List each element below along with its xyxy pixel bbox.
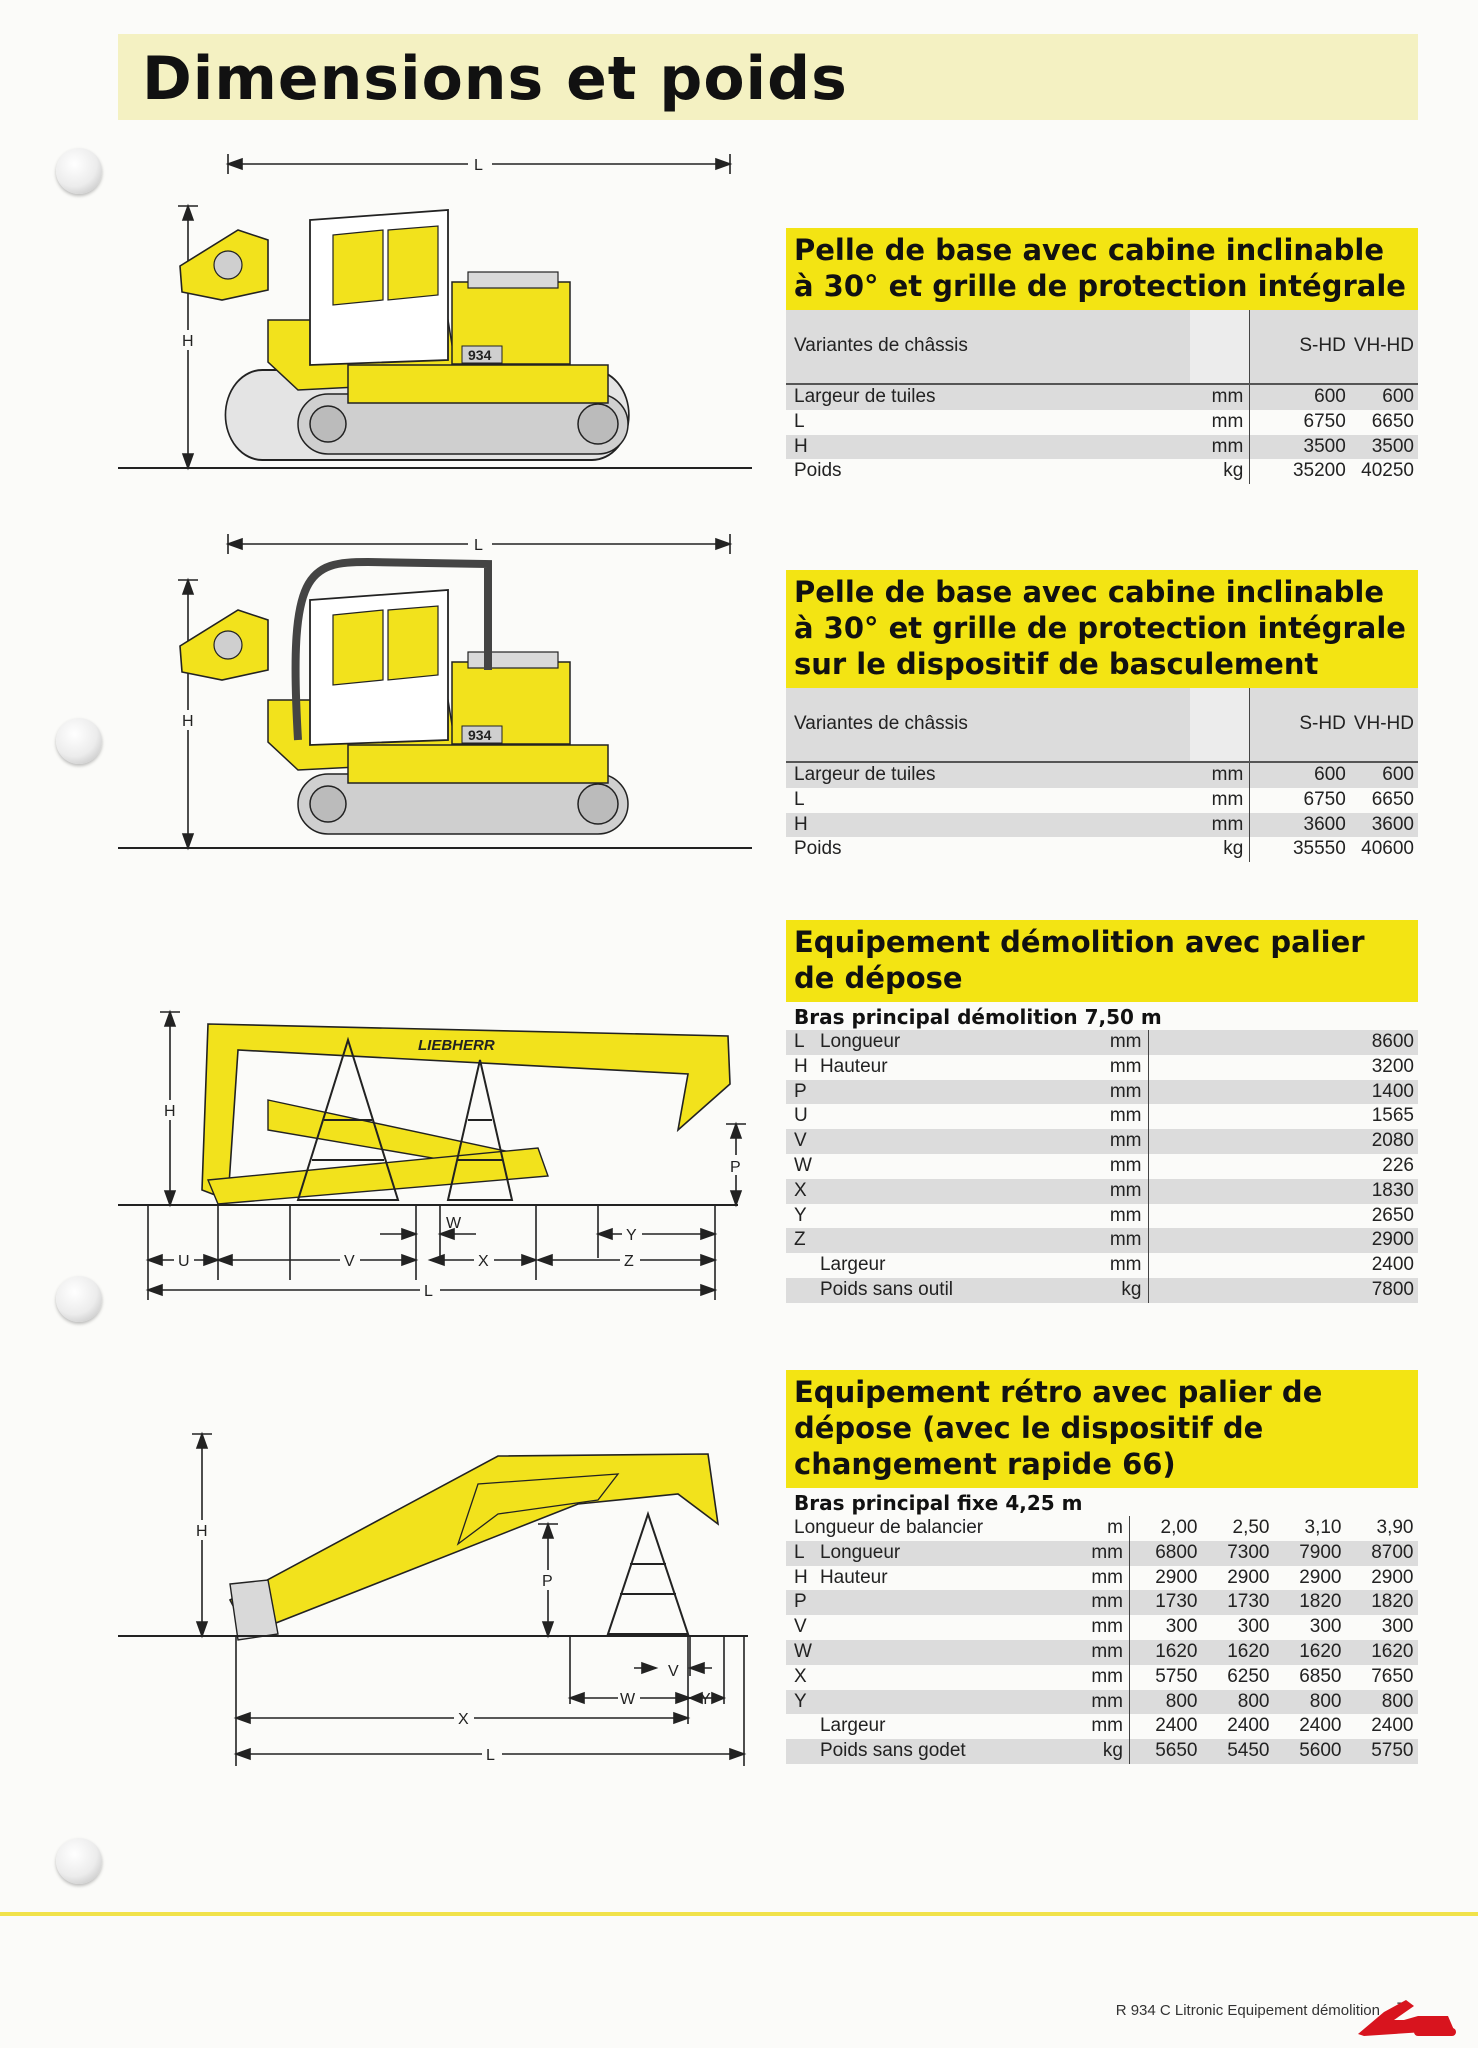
spec-table: [786, 1516, 1418, 1764]
section-demolition-equipment: [786, 920, 1418, 1303]
table-row: Largeur de tuiles mm 600 600: [786, 384, 1418, 410]
table-row: L mm 6750 6650: [786, 788, 1418, 813]
spec-table: [786, 688, 1418, 862]
header-label: Variantes de châssis: [786, 310, 1190, 384]
section-banner: [786, 920, 1418, 1002]
table-row: X mm 5750 6250 6850 7650: [786, 1665, 1418, 1690]
column-header: S-HD: [1250, 310, 1350, 384]
binder-hole: [56, 1276, 102, 1322]
header-label: Variantes de châssis: [786, 688, 1190, 762]
excavator-illustration: [180, 562, 628, 834]
dim-label-h: H: [182, 713, 194, 730]
section-base-excavator: [786, 228, 1418, 484]
table-row: P mm 1730 1730 1820 1820: [786, 1590, 1418, 1615]
footer-caption: R 934 C Litronic Equipement démolition: [1115, 2002, 1380, 2019]
spec-table: [786, 1030, 1418, 1303]
dim-label-h: H: [164, 1103, 176, 1120]
table-row: Z mm 2900: [786, 1228, 1418, 1253]
excavator-drawing-1: [118, 150, 758, 480]
table-row: W mm 226: [786, 1154, 1418, 1179]
dim-label-w: W: [446, 1215, 462, 1232]
table-row: Poids sans outil kg 7800: [786, 1278, 1418, 1303]
table-row: L Longueur mm 8600: [786, 1030, 1418, 1055]
table-row: H Hauteur mm 2900 2900 2900 2900: [786, 1566, 1418, 1591]
page-title: Dimensions et poids: [142, 44, 848, 114]
dim-label-l: L: [486, 1747, 495, 1764]
dim-label-l: L: [474, 157, 483, 174]
table-row: W mm 1620 1620 1620 1620: [786, 1640, 1418, 1665]
page-header: [118, 34, 1418, 120]
spec-table: [786, 310, 1418, 484]
table-row: Poids sans godet kg 5650 5450 5600 5750: [786, 1739, 1418, 1764]
dim-label-x: X: [478, 1253, 489, 1270]
section-title: Equipement rétro avec palier de dépose (avec le dispositif de changement rapide 66): [794, 1375, 1323, 1481]
column-header: VH-HD: [1350, 310, 1418, 384]
dim-label-z: Z: [624, 1253, 634, 1270]
dim-label-l: L: [474, 537, 483, 554]
dim-label-y: Y: [626, 1227, 637, 1244]
dim-label-w: W: [620, 1691, 636, 1708]
table-header-row: [786, 688, 1418, 762]
dim-label-x: X: [458, 1711, 469, 1728]
section-tilting-device: [786, 570, 1418, 862]
excavator-drawing-2: [118, 530, 758, 860]
table-row: H Hauteur mm 3200: [786, 1055, 1418, 1080]
table-row: V mm 300 300 300 300: [786, 1615, 1418, 1640]
section-banner: [786, 228, 1418, 310]
table-row: L mm 6750 6650: [786, 410, 1418, 435]
table-row: P mm 1400: [786, 1080, 1418, 1105]
table-row: L Longueur mm 6800 7300 7900 8700: [786, 1541, 1418, 1566]
table-header-row: [786, 310, 1418, 384]
dim-label-v: V: [668, 1663, 679, 1680]
table-row: Largeur mm 2400: [786, 1253, 1418, 1278]
table-row: Largeur de tuiles mm 600 600: [786, 762, 1418, 788]
brand-label: LIEBHERR: [418, 1037, 495, 1054]
table-row: X mm 1830: [786, 1179, 1418, 1204]
section-banner: [786, 570, 1418, 688]
excavator-illustration: [180, 210, 629, 460]
section-title: Equipement démolition avec palier de dépose: [794, 925, 1365, 995]
table-row: Largeur mm 2400 2400 2400 2400: [786, 1714, 1418, 1739]
demolition-boom-illustration: [202, 1024, 730, 1204]
section-subtitle: Bras principal fixe 4,25 m: [794, 1491, 1083, 1515]
dim-label-v: V: [344, 1253, 355, 1270]
dim-label-p: P: [730, 1159, 741, 1176]
section-title: Pelle de base avec cabine inclinable à 30° et grille de protection intégrale sur le dispositif de basculement: [794, 575, 1406, 681]
table-row: Y mm 2650: [786, 1204, 1418, 1229]
backhoe-boom-illustration: [230, 1454, 718, 1640]
backhoe-equipment-drawing: [118, 1414, 758, 1764]
dim-label-p: P: [542, 1573, 553, 1590]
table-row: H mm 3600 3600: [786, 813, 1418, 838]
table-row: V mm 2080: [786, 1129, 1418, 1154]
binder-hole: [56, 718, 102, 764]
dim-label-h: H: [196, 1523, 208, 1540]
table-row: Y mm 800 800 800 800: [786, 1690, 1418, 1715]
section-backhoe-equipment: [786, 1370, 1418, 1764]
section-subtitle: Bras principal démolition 7,50 m: [794, 1005, 1162, 1029]
demolition-equipment-drawing: [118, 1000, 741, 1310]
section-title: Pelle de base avec cabine inclinable à 30° et grille de protection intégrale: [794, 233, 1406, 303]
binder-hole: [56, 148, 102, 194]
column-header: VH-HD: [1350, 688, 1418, 762]
column-header: S-HD: [1250, 688, 1350, 762]
table-row: Poids kg 35550 40600: [786, 837, 1418, 862]
binder-hole: [56, 1838, 102, 1884]
table-header-row: Longueur de balancier m 2,00 2,50 3,10 3,90: [786, 1516, 1418, 1541]
table-row: Poids kg 35200 40250: [786, 459, 1418, 484]
dim-label-y: Y: [700, 1691, 711, 1708]
section-banner: [786, 1370, 1418, 1488]
footer-divider: [0, 1912, 1478, 1916]
table-row: U mm 1565: [786, 1104, 1418, 1129]
model-badge: 934: [468, 727, 492, 743]
model-badge: 934: [468, 347, 492, 363]
dim-label-l: L: [424, 1283, 433, 1300]
dim-label-u: U: [178, 1253, 190, 1270]
excavator-logo-icon: [1344, 1990, 1464, 2040]
table-row: H mm 3500 3500: [786, 435, 1418, 460]
dim-label-h: H: [182, 333, 194, 350]
